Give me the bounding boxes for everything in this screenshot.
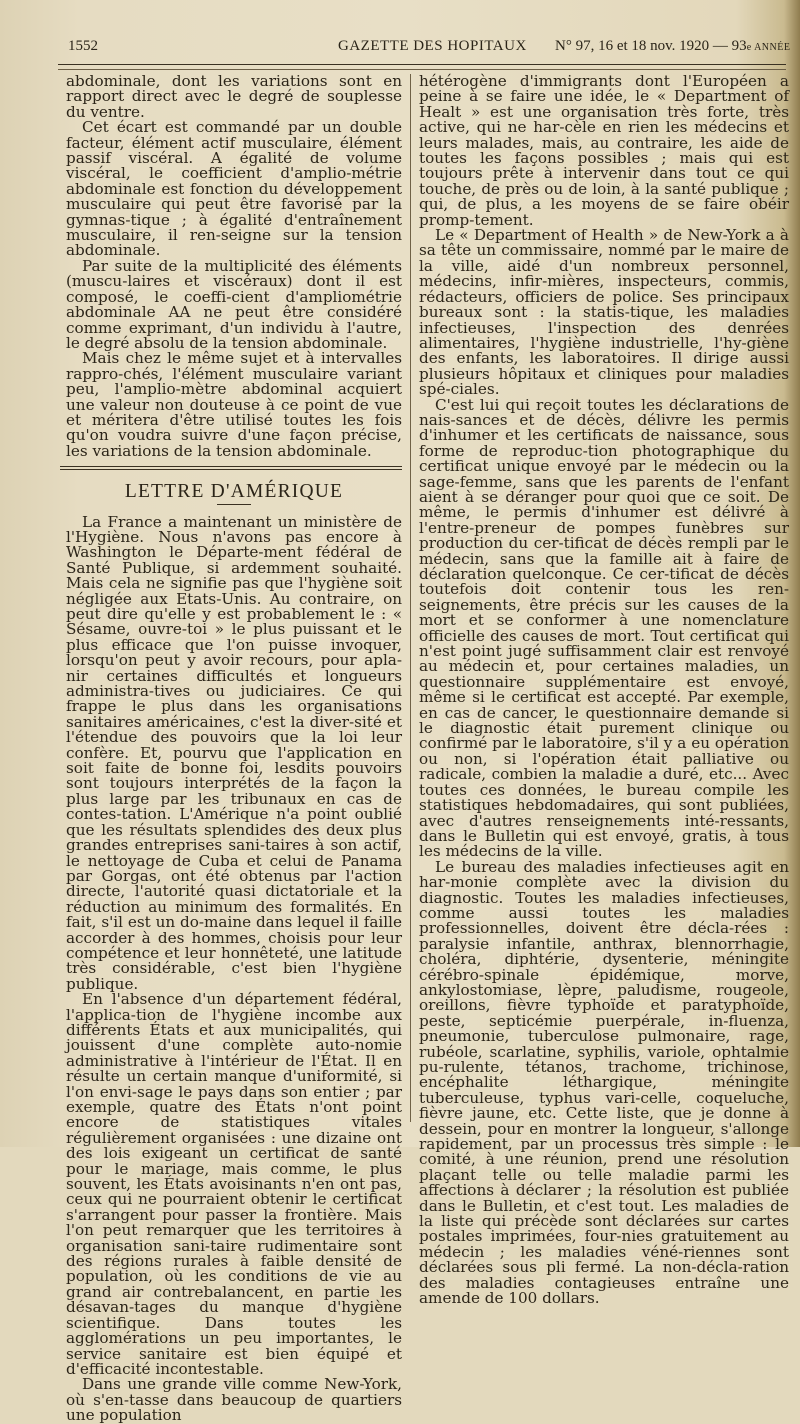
page-number: 1552 — [68, 38, 98, 54]
left-column — [66, 74, 402, 1424]
header-rule — [58, 64, 786, 65]
title-ornament — [217, 504, 251, 505]
paragraph: Mais chez le même sujet et à intervalles rappro-chés, l'élément musculaire variant peu, l'amplio-mètre abdominal acquiert une valeur non douteuse à ce point de vue et méritera d'être utilisé toutes les fois qu'on voudra suivre d'une façon précise, les variations de la tension abdominale. — [66, 349, 402, 460]
paragraph: Cet écart est commandé par un double facteur, élément actif musculaire, élément passif viscéral. A égalité de volume viscéral, le coefficient d'amplio-métrie abdominale est fonction du développement musculaire qui peut être favorisé par la gymnas-tique ; à égalité d'entraînement musculaire, il ren-seigne sur la tension abdominale. — [66, 118, 402, 260]
paragraph: Dans une grande ville comme New-York, où s'en-tasse dans beaucoup de quartiers une population — [66, 1375, 402, 1424]
section-rule — [60, 466, 402, 467]
paragraph: Par suite de la multiplicité des éléments (muscu-laires et viscéraux) dont il est composé, le coeffi-cient d'ampliométrie abdominale AA ne peut être considéré comme exprimant, d'un individu à l'autre, le degré absolu de la tension abdominale. — [66, 256, 402, 352]
header-rule-thin — [58, 69, 786, 70]
journal-title: GAZETTE DES HOPITAUX — [338, 38, 527, 54]
paragraph: En l'absence d'un département fédéral, l'applica-tion de l'hygiène incombe aux différents États et aux municipalités, qui jouissent d'une complète auto-nomie administrative à l'intérieur de l'État. Il en résulte un certain manque d'uniformité, si l'on envi-sage le pays dans son entier ; par exemple, quatre des États n'ont point encore de statistiques vitales régulièrement organisées : une dizaine ont des lois exigeant un certificat de santé pour le mariage, mais comme, le plus souvent, les États avoisinants n'en ont pas, ceux qui ne pourraient obtenir le certificat s'arrangent pour passer la frontière. Mais l'on peut remarquer que les territoires à organisation sani-taire rudimentaire sont des régions rurales à faible densité de population, où les conditions de vie au grand air contrebalancent, en partie les désavan-tages du manque d'hygiène scientifique. Dans toutes les agglomérations un peu importantes, le service sanitaire est bien équipé et d'efficacité incontestable. — [66, 990, 402, 1378]
column-divider — [410, 74, 411, 1122]
page-header — [58, 38, 790, 64]
issue-year-suffix: e ANNÉE — [746, 42, 791, 53]
section-rule — [60, 469, 402, 470]
section-title: LETTRE D'AMÉRIQUE — [124, 481, 344, 503]
paragraph: Le « Department of Health » de New-York a à sa tête un commissaire, nommé par le maire de la ville, aidé d'un nombreux personnel, médecins, infir-mières, inspecteurs, commis, rédacteurs, officiers de police. Ses principaux bureaux sont : la statis-tique, les maladies infectieuses, l'inspection des denrées alimentaires, l'hygiène industrielle, l'hy-giène des enfants, les laboratoires. Il dirige aussi plusieurs hôpitaux et cliniques pour maladies spé-ciales. — [419, 226, 789, 399]
paragraph: abdominale, dont les variations sont en rapport direct avec le degré de souplesse du ventre. — [66, 72, 402, 121]
issue-info: N° 97, 16 et 18 nov. 1920 — 93 — [555, 38, 747, 54]
right-column — [419, 74, 789, 1307]
issue-line — [555, 38, 790, 55]
paragraph: La France a maintenant un ministère de l'Hygiène. Nous n'avons pas encore à Washington le Départe-ment fédéral de Santé Publique, si ardemment souhaité. Mais cela ne signifie pas que l'hygiène soit négligée aux Etats-Unis. Au contraire, on peut dire qu'elle y est probablement le : « Sésame, ouvre-toi » le plus puissant et le plus efficace que l'on puisse invoquer, lorsqu'on peut y avoir recours, pour apla-nir certaines difficultés et longueurs administra-tives ou judiciaires. Ce qui frappe le plus dans les organisations sanitaires américaines, c'est la diver-sité et l'étendue des pouvoirs que la loi leur confère. Et, pourvu que l'application en soit faite de bonne foi, lesdits pouvoirs sont toujours interprétés de la façon la plus large par les tribunaux en cas de contes-tation. L'Amérique n'a point oublié que les résultats splendides des deux plus grandes entreprises sani-taires à son actif, le nettoyage de Cuba et celui de Panama par Gorgas, ont été obtenus par l'action directe, l'autorité quasi dictatoriale et la réduction au minimum des formalités. En fait, s'il est un do-maine dans lequel il faille accorder à des hommes, choisis pour leur compétence et leur honnêteté, une latitude très considérable, c'est bien l'hygiène publique. — [66, 512, 402, 993]
paragraph: hétérogène d'immigrants dont l'Européen a peine à se faire une idée, le « Department of Healt » est une organisation très forte, très active, qui ne har-cèle en rien les médecins et leurs malades, mais, au contraire, les aide de toutes les façons possibles ; mais qui est toujours prête à intervenir dans tout ce qui touche, de près ou de loin, à la santé publique ; qui, de plus, a les moyens de se faire obéir promp-tement. — [419, 72, 789, 229]
paragraph: Le bureau des maladies infectieuses agit en har-monie complète avec la division du diagnostic. Toutes les maladies infectieuses, comme aussi toutes les maladies professionnelles, doivent être décla-rées : paralysie infantile, anthrax, blennorrhagie, choléra, diphtérie, dysenterie, méningite cérébro-spinale épidémique, morve, ankylostomiase, lèpre, paludisme, rougeole, oreillons, fièvre typhoïde et paratyphoïde, peste, septicémie puerpérale, in-fluenza, pneumonie, tuberculose pulmonaire, rage, rubéole, scarlatine, syphilis, variole, ophtalmie pu-rulente, tétanos, trachome, trichinose, encéphalite léthargique, méningite tuberculeuse, typhus vari-celle, coqueluche, fièvre jaune, etc. Cette liste, que je donne à dessein, pour en montrer la longueur, s'allonge rapidement, par un processus très simple : le comité, à une réunion, prend une résolution plaçant telle ou telle maladie parmi les affections à déclarer ; la résolution est publiée dans le Bulletin, et c'est tout. Les maladies de la liste qui précède sont déclarées sur cartes postales imprimées, four-nies gratuitement au médecin ; les maladies véné-riennes sont déclarées sous pli fermé. La non-décla-ration des maladies contagieuses entraîne une amende de 100 dollars. — [419, 857, 789, 1308]
paragraph: C'est lui qui reçoit toutes les déclarations de nais-sances et de décès, délivre les permis d'inhumer et les certificats de naissance, sous forme de reproduc-tion photographique du certificat unique envoyé par le médecin ou la sage-femme, sans que les parents de l'enfant aient à se déranger pour quoi que ce soit. De même, le permis d'inhumer est délivré à l'entre-preneur de pompes funèbres sur production du cer-tificat de décès rempli par le médecin, sans que la famille ait à faire de déclaration quelconque. Ce cer-tificat de décès toutefois doit contenir tous les ren-seignements, être précis sur les causes de la mort et se conformer à une nomenclature officielle des causes de mort. Tout certificat qui n'est point jugé suffisamment clair est renvoyé au médecin et, pour certaines maladies, un questionnaire supplémentaire est envoyé, même si le certificat est accepté. Par exemple, en cas de cancer, le questionnaire demande si le diagnostic était purement clinique ou confirmé par le laboratoire, s'il y a eu opération ou non, si l'opération était palliative ou radicale, combien la maladie a duré, etc... Avec toutes ces données, le bureau compile les statistiques hebdomadaires, qui sont publiées, avec d'autres renseignements inté-ressants, dans le Bulletin qui est envoyé, gratis, à tous les médecins de la ville. — [419, 395, 789, 861]
